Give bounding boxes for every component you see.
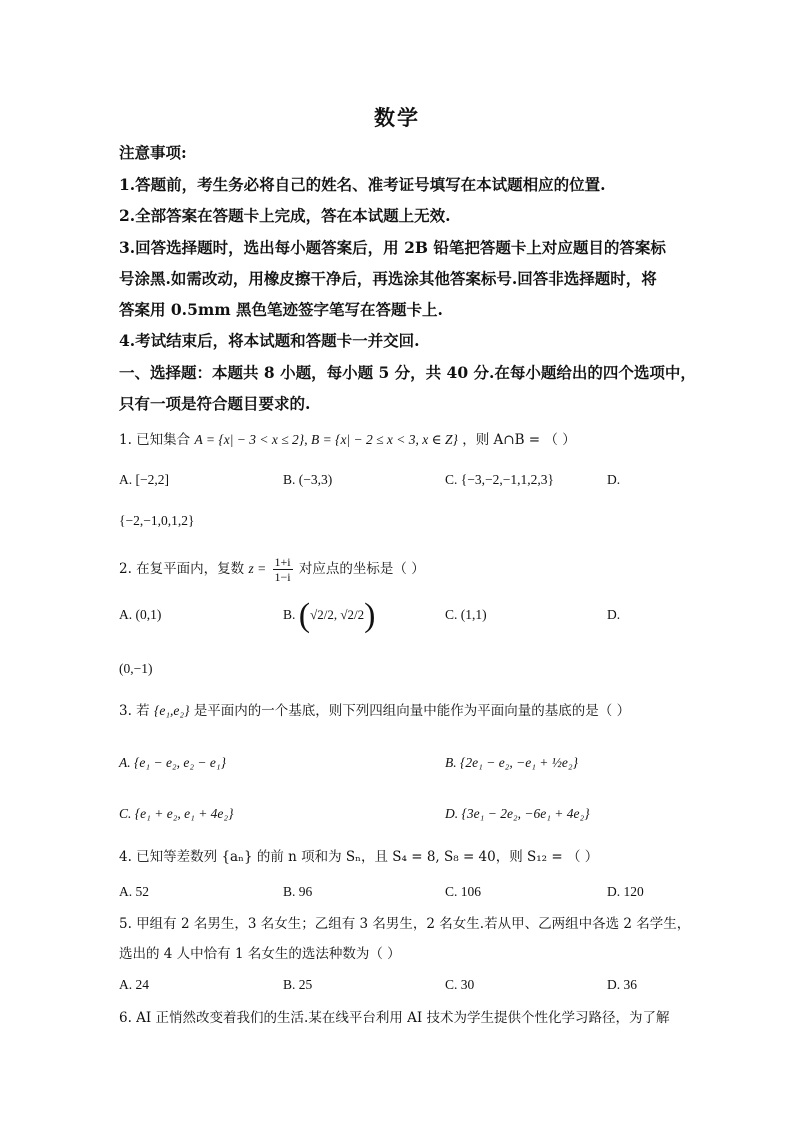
q1-option-a: A. [−2,2] (119, 472, 169, 487)
q1-option-b: B. (−3,3) (283, 472, 333, 487)
q5-option-b: B. 25 (283, 977, 313, 992)
q5-option-c: C. 30 (445, 977, 475, 992)
q2-option-b-value: √2/2, √2/2 (310, 607, 365, 622)
q1-ask: ，则 A∩B = （ ） (462, 432, 576, 448)
q3-option-b: B. {2e₁ − e₂, −e₁ + ½e₂} (445, 755, 578, 770)
q4-option-c: C. 106 (445, 884, 482, 899)
q2-z: z = (248, 561, 267, 576)
question-2 (119, 555, 425, 584)
q3-option-a: A. {e₁ − e₂, e₂ − e₁} (119, 755, 227, 770)
q3-basis: {e₁,e₂} (153, 703, 190, 718)
q3-ask: 是平面内的一个基底，则下列四组向量中能作为平面向量的基底的是（ ） (193, 703, 631, 719)
section1-heading: 一、选择题：本题共 8 小题，每小题 5 分，共 40 分.在每小题给出的四个选项中， (119, 363, 696, 382)
q2-fraction (273, 555, 293, 584)
question-5: 5. 甲组有 2 名男生，3 名女生；乙组有 3 名男生，2 名女生.若从甲、乙两组中各选 2 名学生， (119, 916, 691, 932)
page-title: 数学 (374, 105, 420, 130)
q5-option-a: A. 24 (119, 977, 149, 992)
q2-denominator: 1−i (274, 570, 291, 584)
notice-item-3: 3.回答选择题时，选出每小题答案后，用 2B 铅笔把答题卡上对应题目的答案标 (119, 238, 666, 257)
q1-option-c: C. {−3,−2,−1,1,2,3} (445, 472, 554, 487)
q4-option-d: D. 120 (607, 884, 644, 899)
section1-heading-cont: 只有一项是符合题目要求的. (119, 394, 311, 413)
q5-option-d: D. 36 (607, 977, 637, 992)
q1-set-a: A = {x| − 3 < x ≤ 2} (194, 432, 305, 447)
q2-ask: 对应点的坐标是（ ） (298, 561, 425, 577)
q3-prefix: 3. 若 (119, 703, 150, 719)
notice-item-4: 4.考试结束后，将本试题和答题卡一并交回. (119, 331, 420, 350)
question-4: 4. 已知等差数列 {aₙ} 的前 n 项和为 Sₙ，且 S₄ = 8, S₈ = 40，则 S₁₂ = （ ） (119, 849, 599, 865)
question-5-cont: 选出的 4 人中恰有 1 名女生的选法种数为（ ） (119, 946, 401, 962)
notice-item-1: 1.答题前，考生务必将自己的姓名、准考证号填写在本试题相应的位置. (119, 175, 606, 194)
q2-option-c: C. (1,1) (445, 607, 487, 622)
q3-option-c: C. {e₁ + e₂, e₁ + 4e₂} (119, 806, 234, 821)
notice-item-2: 2.全部答案在答题卡上完成，答在本试题上无效. (119, 206, 451, 225)
q2-option-a: A. (0,1) (119, 607, 162, 622)
q2-option-b: B. (√2/2, √2/2) (283, 596, 376, 634)
notice-item-3-cont: 号涂黑.如需改动，用橡皮擦干净后，再选涂其他答案标号.回答非选择题时，将 (119, 269, 657, 288)
q4-option-b: B. 96 (283, 884, 313, 899)
q2-prefix: 2. 在复平面内，复数 (119, 561, 245, 577)
question-3 (119, 701, 630, 721)
q2-option-d: D. (607, 607, 621, 622)
q1-prefix: 1. 已知集合 (119, 432, 191, 448)
q4-option-a: A. 52 (119, 884, 149, 899)
notice-item-3-cont2: 答案用 0.5mm 黑色笔迹签字笔写在答题卡上. (119, 300, 443, 319)
q1-option-d-value: {−2,−1,0,1,2} (119, 513, 195, 528)
q2-option-b-label: B. (283, 607, 296, 622)
question-6: 6. AI 正悄然改变着我们的生活.某在线平台利用 AI 技术为学生提供个性化学习路径，为了解 (119, 1010, 670, 1026)
q3-option-d: D. {3e₁ − 2e₂, −6e₁ + 4e₂} (445, 806, 590, 821)
q1-option-d: D. (607, 472, 621, 487)
question-1: 1. 已知集合 A = {x| − 3 < x ≤ 2}, B = {x| − 2 ≤ x < 3, x ∈ Z} ，则 A∩B = （ ） (119, 432, 576, 448)
q2-option-d-value: (0,−1) (119, 661, 153, 676)
q2-numerator: 1+i (274, 555, 291, 569)
notice-heading: 注意事项: (119, 143, 187, 162)
q1-set-b: B = {x| − 2 ≤ x < 3, x ∈ Z} (310, 432, 458, 447)
